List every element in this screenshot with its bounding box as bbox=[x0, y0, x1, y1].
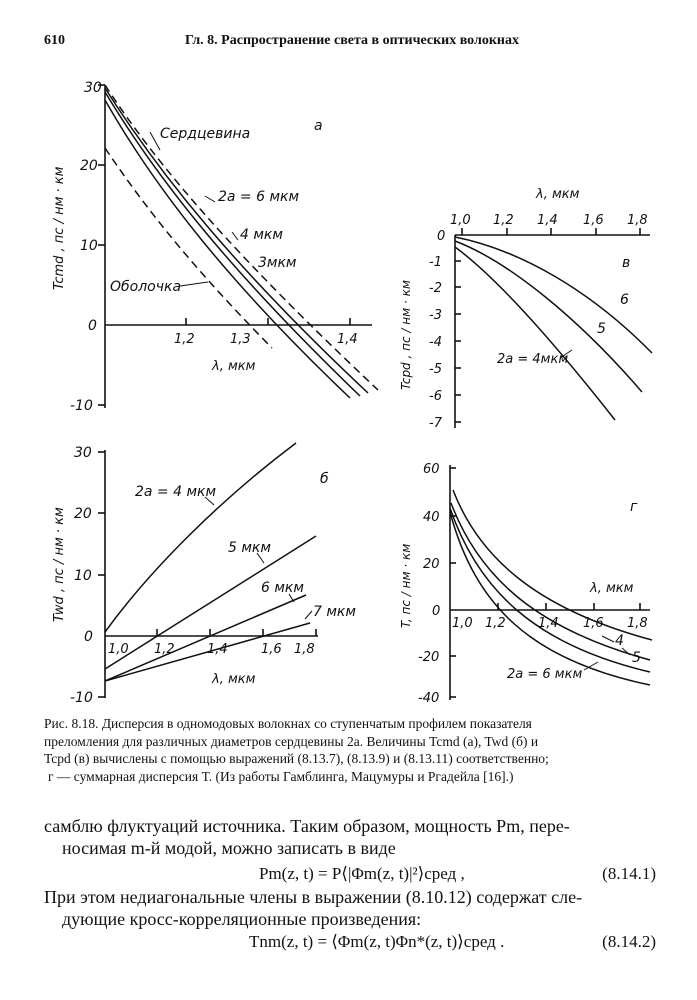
chart-v bbox=[390, 180, 680, 435]
figure-caption bbox=[44, 715, 656, 785]
chart-b-curve-6um bbox=[105, 595, 306, 681]
chart-a-xtick-label-12: 1,2 bbox=[174, 332, 195, 347]
paragraph-1-line-1: самблю флуктуаций источника. Таким образом, мощность Pm, пере- bbox=[44, 816, 570, 836]
chart-g-xtick-label-16: 1,6 bbox=[583, 616, 604, 631]
caption-line-2: преломления для различных диаметров сердцевины 2a. Величины Tcmd (a), Twd (б) и bbox=[44, 733, 539, 749]
chart-v-xtick-label-18: 1,8 bbox=[627, 213, 648, 228]
chart-v-label-4um: 2a = 4мкм bbox=[497, 352, 569, 367]
paragraph-2-line-2: дующие кросс-корреляционные произведения: bbox=[62, 909, 422, 929]
chart-g-panel-label: г bbox=[630, 499, 638, 515]
page-header bbox=[0, 33, 697, 57]
chart-a-ytick-label-m10: -10 bbox=[70, 398, 93, 414]
chart-v-ytick-label-2: -2 bbox=[429, 281, 442, 296]
equation-8-14-2 bbox=[44, 932, 656, 956]
chart-v-ytick-label-0: 0 bbox=[437, 229, 446, 244]
chart-a-label-core: Сердцевина bbox=[160, 126, 251, 142]
chart-b-xtick-label-12: 1,2 bbox=[154, 642, 175, 657]
paragraph-1-line-2: носимая m-й модой, можно записать в виде bbox=[62, 838, 396, 858]
chart-b-xtick-label-18: 1,8 bbox=[294, 642, 315, 657]
chart-a-xtick-label-13: 1,3 bbox=[230, 332, 251, 347]
caption-line-3: Tcpd (в) вычислены с помощью выражений (8.13.7), (8.13.9) и (8.13.11) соответственно; bbox=[44, 751, 549, 766]
chart-b-xtick-label-14: 1,4 bbox=[207, 642, 228, 657]
chart-a-ylabel: Tcmd , пс / нм · км bbox=[52, 166, 67, 290]
chart-a bbox=[40, 75, 390, 420]
paragraph-2-line-1: При этом недиагональные члены в выражении (8.10.12) содержат сле- bbox=[44, 887, 583, 907]
chart-v-panel-label: в bbox=[622, 255, 631, 271]
chart-v-ytick-label-6: -6 bbox=[429, 389, 442, 404]
chart-g-ytick-label-m40: -40 bbox=[418, 691, 440, 706]
chart-a-label-4um: 4 мкм bbox=[240, 227, 283, 243]
caption-line-1: Рис. 8.18. Дисперсия в одномодовых волокнах со ступенчатым профилем показателя bbox=[44, 716, 532, 731]
chart-b-label-7um: 7 мкм bbox=[313, 604, 356, 620]
paragraph-2 bbox=[44, 886, 656, 930]
chart-g-label-6um: 2a = 6 мкм bbox=[507, 667, 583, 682]
chart-b-ytick-label-0: 0 bbox=[84, 629, 93, 645]
chart-a-ytick-label-0: 0 bbox=[88, 318, 97, 334]
chart-g bbox=[390, 455, 680, 710]
chart-a-ytick-label-30: 30 bbox=[84, 80, 102, 96]
page-number: 610 bbox=[44, 33, 65, 48]
chart-g-ytick-label-20: 20 bbox=[423, 557, 440, 572]
chart-v-label-5: 5 bbox=[597, 321, 606, 337]
chart-g-xlabel: λ, мкм bbox=[590, 581, 634, 596]
equation-8-14-2-number: (8.14.2) bbox=[602, 932, 656, 951]
chart-v-curve-4um bbox=[455, 247, 615, 420]
chart-b-label-6um: 6 мкм bbox=[261, 580, 304, 596]
chart-v-xtick-label-16: 1,6 bbox=[583, 213, 604, 228]
chart-v-xtick-label-14: 1,4 bbox=[537, 213, 558, 228]
chart-a-pointer-6um bbox=[205, 196, 215, 202]
equation-8-14-1-formula: Pm(z, t) = P⟨|Φm(z, t)|²⟩сред , bbox=[259, 864, 465, 883]
chart-v-xtick-label-12: 1,2 bbox=[493, 213, 514, 228]
chart-g-ytick-label-m20: -20 bbox=[418, 650, 440, 665]
caption-line-4: г — суммарная дисперсия T. (Из работы Гамблинга, Мацумуры и Ргадейла [16].) bbox=[48, 768, 514, 784]
chart-g-xtick-label-10: 1,0 bbox=[452, 616, 473, 631]
chart-v-curve-5 bbox=[455, 241, 642, 392]
chart-a-label-3um: 3мкм bbox=[258, 255, 297, 271]
chart-b-label-4um: 2a = 4 мкм bbox=[135, 484, 217, 500]
equation-8-14-1 bbox=[44, 864, 656, 888]
chart-a-pointer-core bbox=[150, 132, 160, 150]
chart-b-xlabel: λ, мкм bbox=[212, 672, 256, 687]
equation-8-14-2-formula: Tnm(z, t) = ⟨Φm(z, t)Φn*(z, t)⟩сред . bbox=[249, 932, 505, 951]
chart-b bbox=[40, 440, 380, 710]
chart-a-label-cladding: Оболочка bbox=[110, 279, 182, 295]
chart-g-ytick-label-0: 0 bbox=[432, 604, 441, 619]
chart-b-label-5um: 5 мкм bbox=[228, 540, 271, 556]
chart-v-ytick-label-7: -7 bbox=[429, 416, 442, 431]
chart-a-xtick-label-14: 1,4 bbox=[337, 332, 358, 347]
chart-g-xtick-label-12: 1,2 bbox=[485, 616, 506, 631]
chart-a-pointer-cladding bbox=[180, 282, 208, 286]
chart-g-ylabel: T, пс / нм · км bbox=[399, 543, 413, 628]
chart-b-ytick-label-10: 10 bbox=[74, 568, 92, 584]
chart-v-label-6: 6 bbox=[620, 292, 629, 308]
chart-b-curve-4um bbox=[105, 443, 296, 632]
chart-g-ytick-label-60: 60 bbox=[423, 462, 440, 477]
running-title: Гл. 8. Распространение света в оптических волокнах bbox=[185, 33, 519, 48]
chart-g-xtick-label-18: 1,8 bbox=[627, 616, 648, 631]
chart-b-ytick-label-m10: -10 bbox=[70, 690, 93, 706]
paragraph-1 bbox=[44, 815, 656, 859]
chart-a-pointer-4um bbox=[232, 232, 238, 240]
chart-b-ytick-label-30: 30 bbox=[74, 445, 92, 461]
chart-v-ytick-label-1: -1 bbox=[429, 255, 442, 270]
chart-b-pointer-7um bbox=[305, 611, 312, 619]
chart-b-xtick-label-10: 1,0 bbox=[108, 642, 129, 657]
chart-g-label-4: 4 bbox=[615, 633, 624, 649]
chart-g-label-5: 5 bbox=[632, 650, 641, 666]
chart-a-xlabel: λ, мкм bbox=[212, 359, 256, 374]
chart-v-ylabel: Tcpd , пс / нм · км bbox=[399, 280, 413, 390]
chart-v-xtick-label-10: 1,0 bbox=[450, 213, 471, 228]
chart-b-panel-label: б bbox=[320, 471, 329, 487]
chart-v-ytick-label-5: -5 bbox=[429, 362, 442, 377]
chart-g-xtick-label-14: 1,4 bbox=[538, 616, 559, 631]
chart-g-ytick-label-40: 40 bbox=[423, 510, 440, 525]
chart-a-panel-label: а bbox=[314, 118, 323, 134]
chart-v-xlabel: λ, мкм bbox=[536, 187, 580, 202]
chart-a-ytick-label-10: 10 bbox=[80, 238, 98, 254]
chart-v-ytick-label-4: -4 bbox=[429, 335, 442, 350]
chart-b-xtick-label-16: 1,6 bbox=[261, 642, 282, 657]
chart-a-label-6um: 2a = 6 мкм bbox=[218, 189, 300, 205]
chart-a-curve-cladding bbox=[105, 148, 272, 348]
chart-a-ytick-label-20: 20 bbox=[80, 158, 98, 174]
chart-v-ytick-label-3: -3 bbox=[429, 308, 442, 323]
chart-b-ylabel: Twd , пс / нм · км bbox=[52, 507, 67, 622]
equation-8-14-1-number: (8.14.1) bbox=[602, 864, 656, 883]
chart-g-pointer-4 bbox=[602, 636, 614, 642]
chart-b-ytick-label-20: 20 bbox=[74, 506, 92, 522]
